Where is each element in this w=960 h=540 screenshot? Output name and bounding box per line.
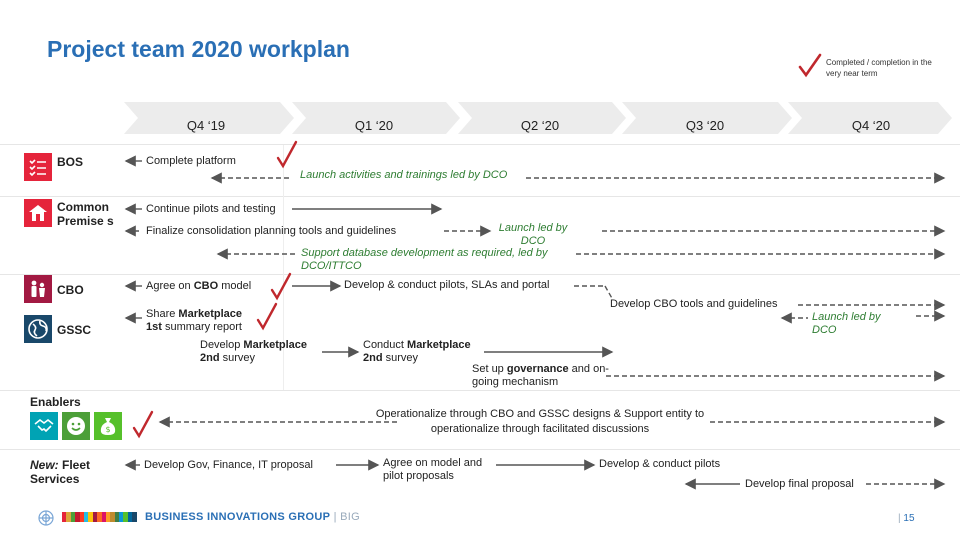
sdg-swatch bbox=[132, 512, 136, 522]
quarter-label: Q4 ‘19 bbox=[186, 118, 226, 133]
quarter-label: Q4 ‘20 bbox=[851, 118, 891, 133]
task-develop-pilots-slas: Develop & conduct pilots, SLAs and portal bbox=[344, 279, 550, 291]
fleet-label: Fleet Services bbox=[30, 458, 91, 486]
quarter-label: Q3 ‘20 bbox=[685, 118, 725, 133]
svg-text:$: $ bbox=[105, 425, 111, 434]
checkmark-icon bbox=[278, 142, 296, 166]
task-operationalize: Operationalize through CBO and GSSC designs & Support entity to operationalize through facilitated discussions bbox=[375, 408, 705, 435]
row-label-cbo: CBO bbox=[57, 283, 84, 297]
task-setup-governance: Set up governance and on-going mechanism bbox=[472, 363, 609, 388]
sdg-color-strip bbox=[62, 512, 137, 522]
checkmark-icon bbox=[134, 412, 152, 436]
quarter-label: Q2 ‘20 bbox=[520, 118, 560, 133]
task-develop-gov-proposal: Develop Gov, Finance, IT proposal bbox=[144, 459, 313, 471]
task-complete-platform: Complete platform bbox=[146, 155, 236, 167]
page-title: Project team 2020 workplan bbox=[47, 36, 350, 62]
un-emblem-icon bbox=[37, 509, 55, 532]
task-launch-led-dco: Launch led by DCO bbox=[498, 222, 568, 247]
quarter-label: Q1 ‘20 bbox=[354, 118, 394, 133]
task-develop-cbo-tools: Develop CBO tools and guidelines bbox=[610, 298, 778, 310]
task-finalize-tools: Finalize consolidation planning tools and guidelines bbox=[146, 225, 397, 237]
footer-brand: BUSINESS INNOVATIONS GROUP | BIG bbox=[145, 511, 360, 523]
page-number: | 15 bbox=[898, 513, 915, 524]
task-develop-conduct-pilots: Develop & conduct pilots bbox=[599, 458, 721, 470]
checkmark-icon bbox=[258, 304, 276, 328]
task-conduct-marketplace-survey: Conduct Marketplace 2nd survey bbox=[363, 339, 471, 364]
row-label-common-premises: Common Premise s bbox=[57, 200, 114, 228]
task-share-marketplace-report: Share Marketplace 1st summary report bbox=[146, 308, 243, 333]
new-tag: New: bbox=[30, 458, 59, 472]
task-agree-model-pilots: Agree on model and pilot proposals bbox=[383, 457, 483, 482]
row-label-gssc: GSSC bbox=[57, 323, 92, 337]
task-cbo-launch-led-dco: Launch led by DCO bbox=[812, 311, 881, 336]
task-develop-final-proposal: Develop final proposal bbox=[745, 478, 854, 490]
row-label-bos: BOS bbox=[57, 155, 84, 169]
legend-text: Completed / completion in the very near term bbox=[826, 58, 932, 78]
row-label-enablers: Enablers bbox=[30, 395, 81, 409]
task-agree-cbo-model: Agree on CBO model bbox=[146, 280, 252, 292]
task-continue-pilots: Continue pilots and testing bbox=[146, 203, 276, 215]
task-launch-activities: Launch activities and trainings led by DCO bbox=[300, 169, 508, 181]
checkmark-icon bbox=[272, 274, 290, 298]
task-support-database: Support database development as required, led by DCO/ITTCO bbox=[301, 247, 548, 272]
task-develop-marketplace-survey: Develop Marketplace 2nd survey bbox=[200, 339, 308, 364]
